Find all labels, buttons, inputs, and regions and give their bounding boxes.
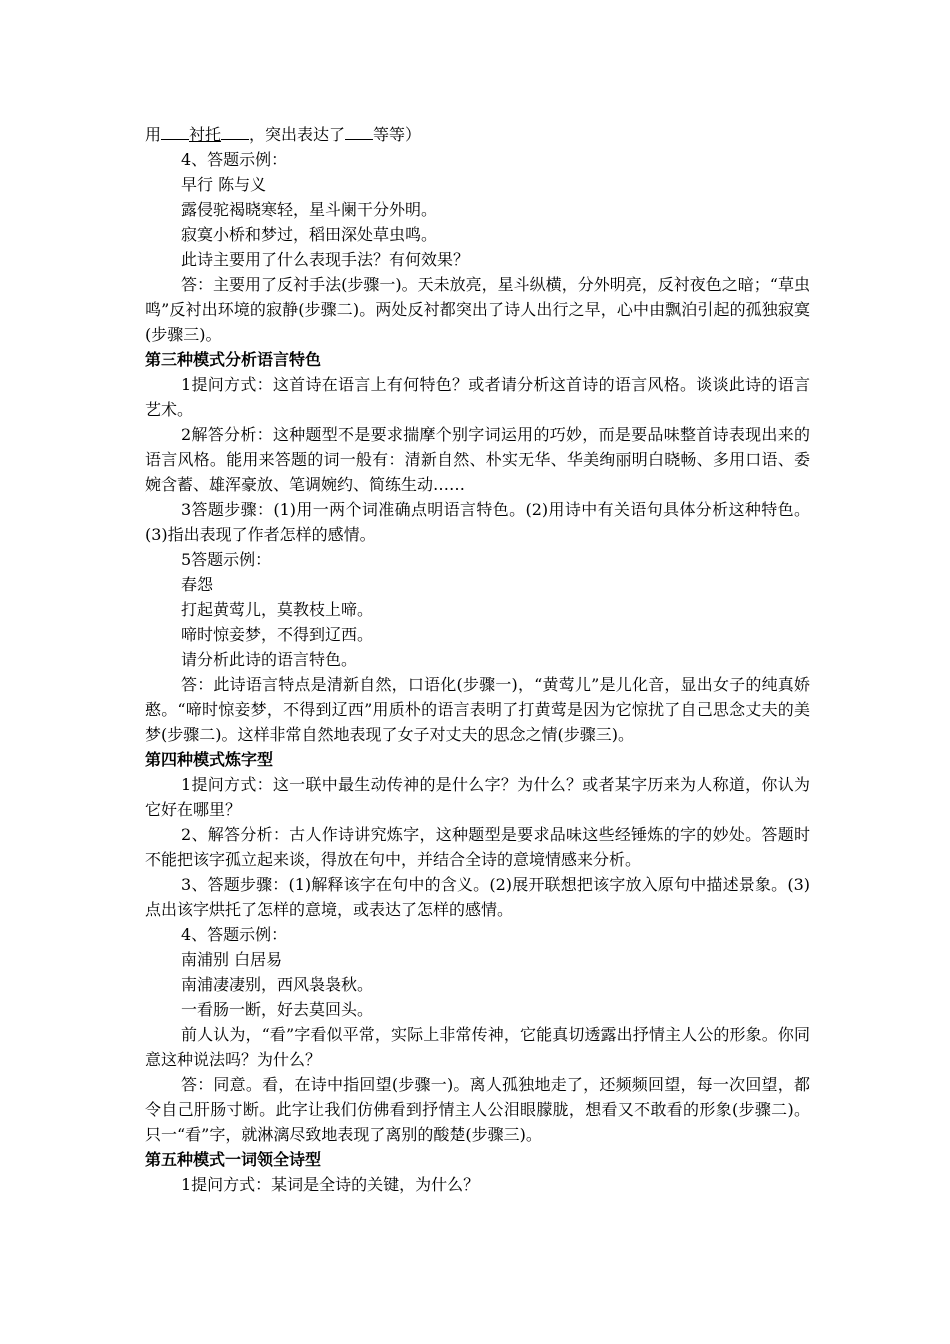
text-fragment: 等等） — [373, 125, 422, 144]
paragraph-continuation — [145, 122, 810, 147]
answer: 答：主要用了反衬手法(步骤一)。天未放亮，星斗纵横，分外明亮，反衬夜色之暗；“草虫鸣”反衬出环境的寂静(步骤二)。两处反衬都突出了诗人出行之早，心中由飘泊引起的孤独寂寞(步骤三)。 — [145, 275, 810, 344]
paragraph: 2、解答分析：古人作诗讲究炼字，这种题型是要求品味这些经锤炼的字的妙处。答题时不能把该字孤立起来谈，得放在句中，并结合全诗的意境情感来分析。 — [145, 825, 810, 869]
question: 此诗主要用了什么表现手法？有何效果？ — [181, 250, 470, 269]
poem-line: 啼时惊妾梦，不得到辽西。 — [181, 625, 374, 644]
paragraph: 1提问方式：这首诗在语言上有何特色？或者请分析这首诗的语言风格。谈谈此诗的语言艺术。 — [145, 375, 810, 419]
paragraph: 5答题示例： — [181, 550, 272, 569]
answer: 答：此诗语言特点是清新自然，口语化(步骤一)，“黄莺儿”是儿化音，显出女子的纯真娇憨。“啼时惊妾梦，不得到辽西”用质朴的语言表明了打黄莺是因为它惊扰了自己思念丈夫的美梦(步骤二)。这样非常自然地表现了女子对丈夫的思念之情(步骤三)。 — [145, 675, 810, 744]
poem-line: 南浦凄凄别，西风袅袅秋。 — [181, 975, 374, 994]
section-heading: 第四种模式炼字型 — [145, 750, 274, 769]
document-body — [145, 122, 810, 1197]
poem-line: 寂寞小桥和梦过，稻田深处草虫鸣。 — [181, 225, 438, 244]
paragraph: 1提问方式：某词是全诗的关键，为什么？ — [181, 1175, 480, 1194]
poem-line: 一看肠一断，好去莫回头。 — [181, 1000, 374, 1019]
paragraph: 3答题步骤：(1)用一两个词准确点明语言特色。(2)用诗中有关语句具体分析这种特色。(3)指出表现了作者怎样的感情。 — [145, 500, 810, 544]
question: 前人认为，“看”字看似平常，实际上非常传神，它能真切透露出抒情主人公的形象。你同意这种说法吗？为什么？ — [145, 1025, 810, 1069]
paragraph: 2解答分析：这种题型不是要求揣摩个别字词运用的巧妙，而是要品味整首诗表现出来的语言风格。能用来答题的词一般有：清新自然、朴实无华、华美绚丽明白晓畅、多用口语、委婉含蓄、雄浑豪放、笔调婉约、简练生动…… — [145, 425, 810, 494]
section-heading: 第三种模式分析语言特色 — [145, 350, 322, 369]
paragraph: 1提问方式：这一联中最生动传神的是什么字？为什么？或者某字历来为人称道，你认为它好在哪里？ — [145, 775, 810, 819]
question: 请分析此诗的语言特色。 — [181, 650, 358, 669]
paragraph: 3、答题步骤：(1)解释该字在句中的含义。(2)展开联想把该字放入原句中描述景象。(3)点出该字烘托了怎样的意境，或表达了怎样的感情。 — [145, 875, 810, 919]
poem-line: 打起黄莺儿，莫教枝上啼。 — [181, 600, 374, 619]
fill-blank — [221, 125, 249, 140]
poem-line: 露侵驼褐晓寒轻，星斗阑干分外明。 — [181, 200, 438, 219]
paragraph: 4、答题示例： — [181, 150, 288, 169]
poem-title: 南浦别 白居易 — [181, 950, 283, 969]
fill-blank — [161, 125, 189, 140]
paragraph: 4、答题示例： — [181, 925, 288, 944]
poem-title: 春怨 — [181, 575, 214, 594]
text-fragment: ，突出表达了 — [249, 125, 346, 144]
text-fragment: 用 — [145, 125, 162, 144]
answer: 答：同意。看，在诗中指回望(步骤一)。离人孤独地走了，还频频回望，每一次回望，都令自己肝肠寸断。此字让我们仿佛看到抒情主人公泪眼朦胧，想看又不敢看的形象(步骤二)。只一“看”字，就淋漓尽致地表现了离别的酸楚(步骤三)。 — [145, 1075, 810, 1144]
fill-blank — [345, 125, 373, 140]
underlined-text: 衬托 — [189, 125, 222, 144]
section-heading: 第五种模式一词领全诗型 — [145, 1150, 322, 1169]
poem-title: 早行 陈与义 — [181, 175, 267, 194]
